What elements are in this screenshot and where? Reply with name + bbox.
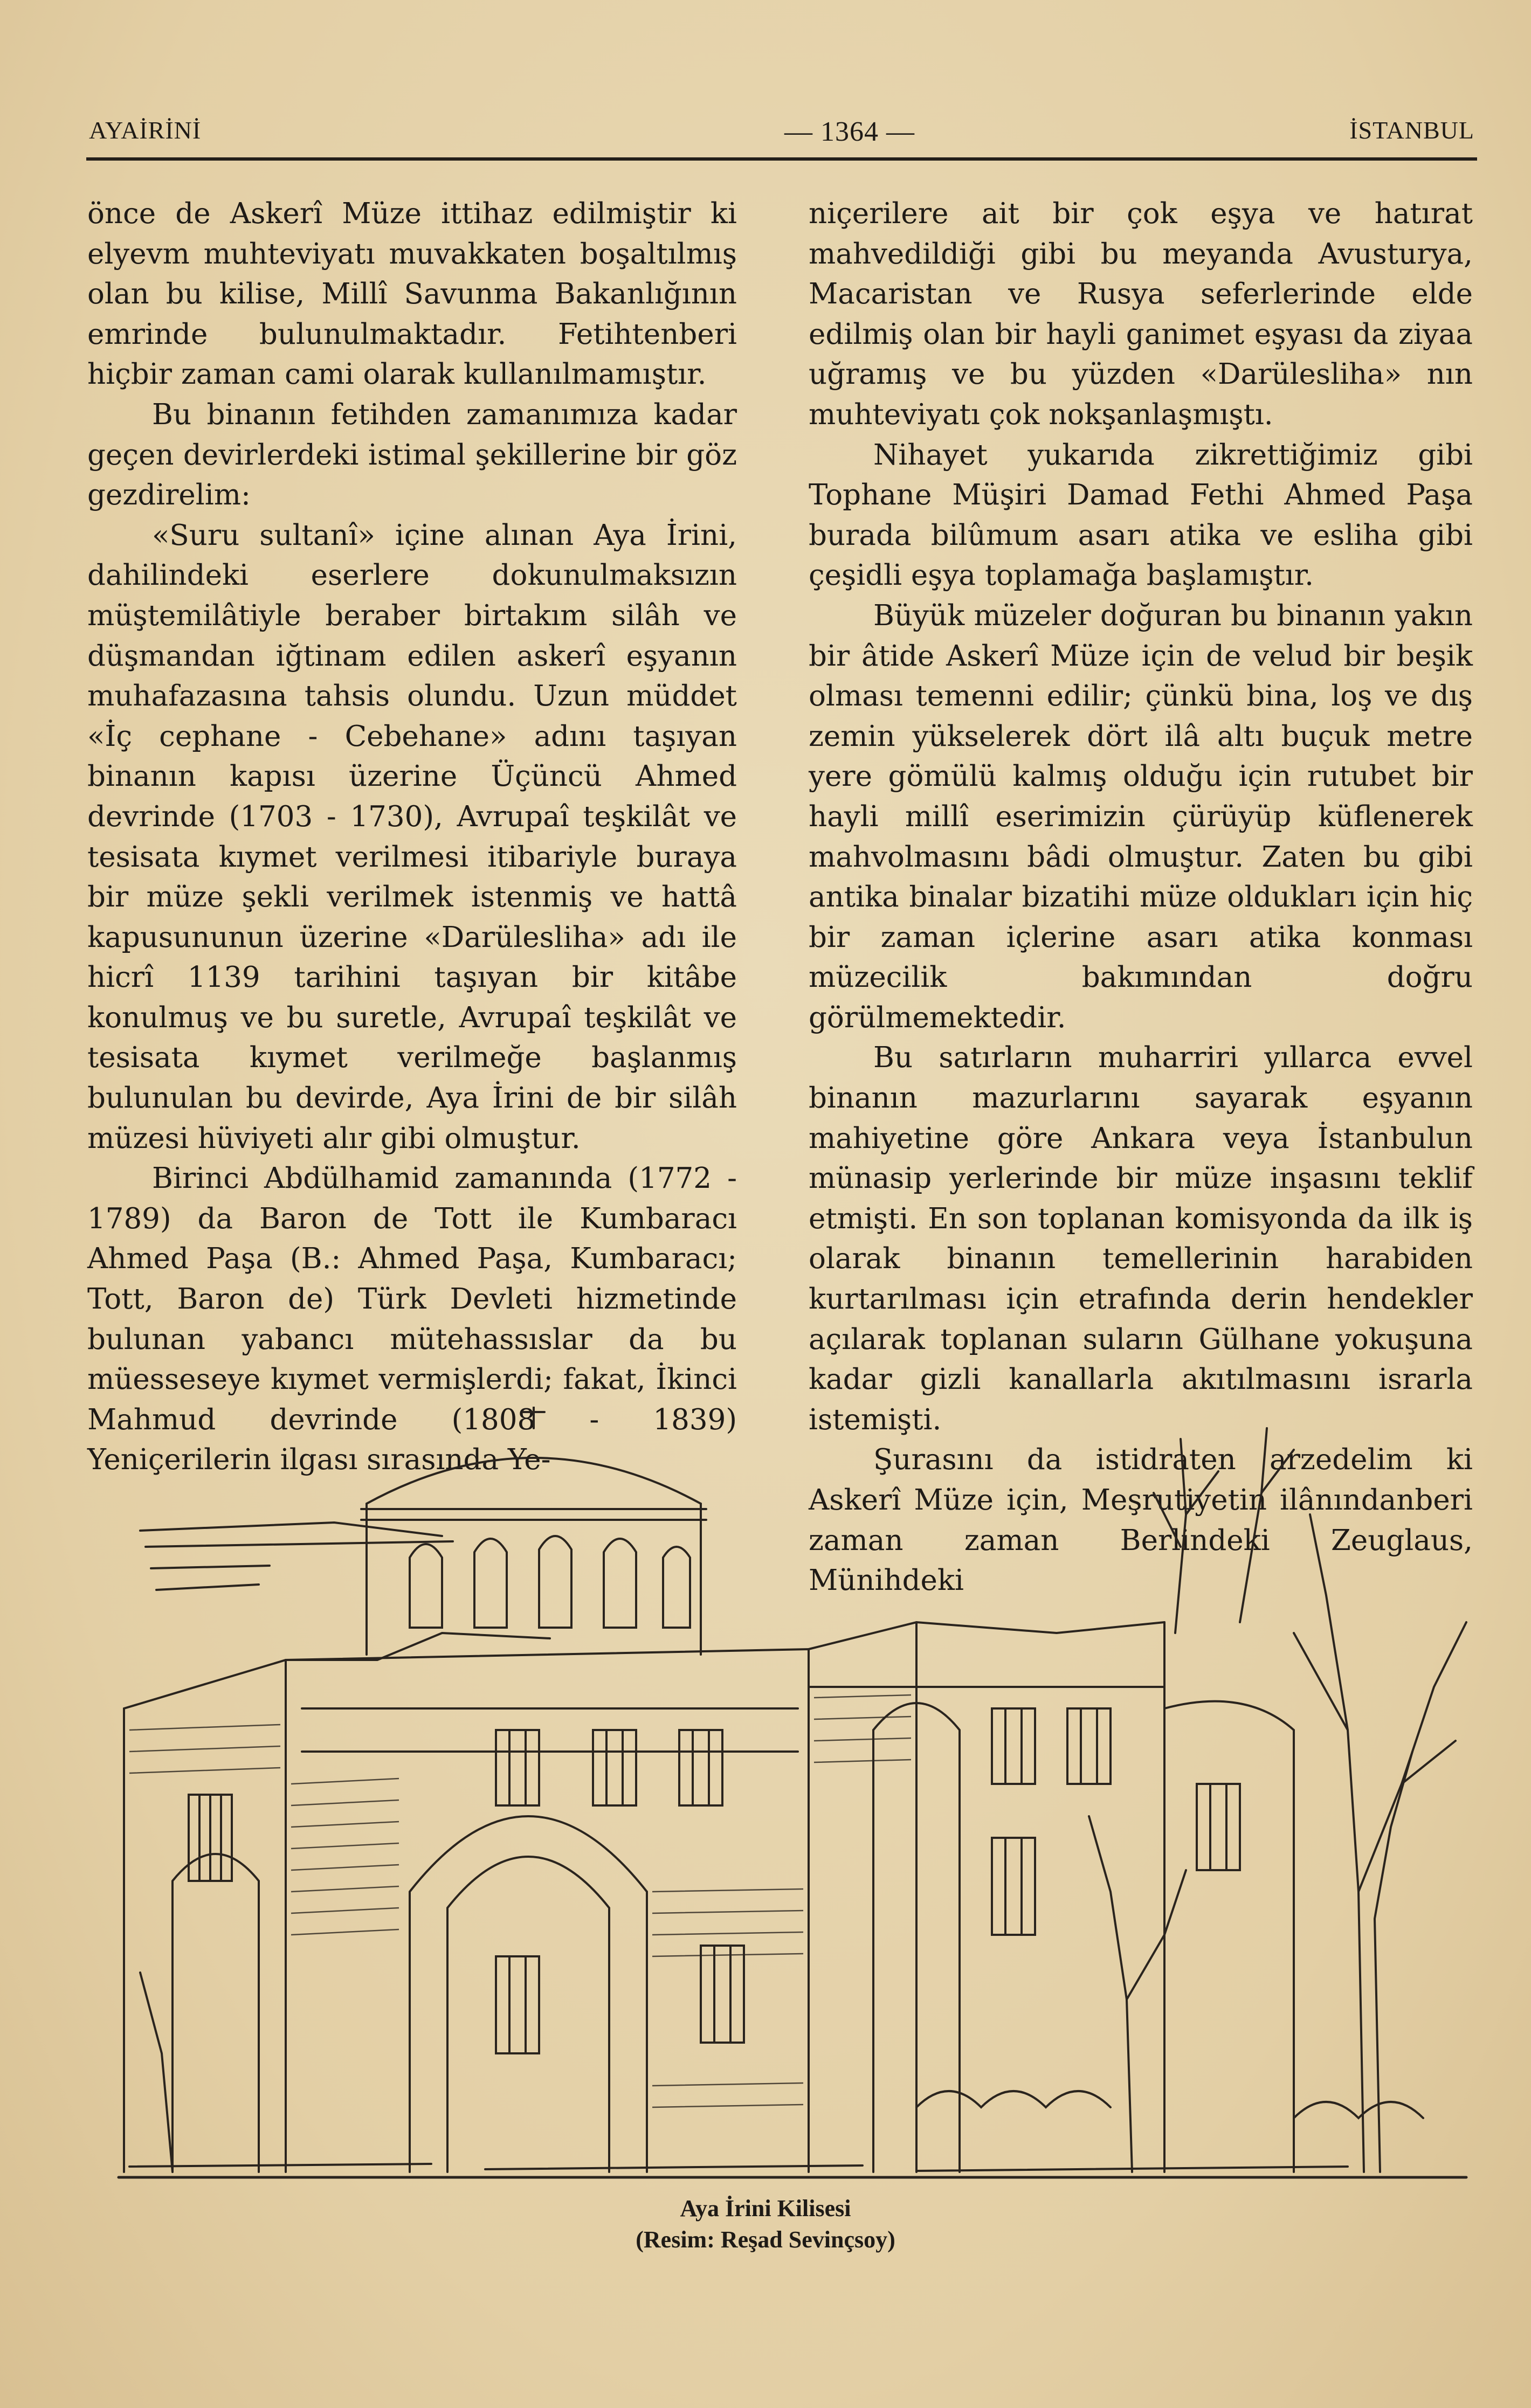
figure-caption-credit: (Resim: Reşad Sevinçsoy) xyxy=(636,2226,895,2253)
left-column xyxy=(87,194,737,1480)
paragraph: Bu binanın fetihden zamanımıza kadar geçen devirlerdeki istimal şekillerine bir göz gezdirelim: xyxy=(87,398,737,512)
header-rule xyxy=(86,157,1477,161)
paragraph: «Suru sultanî» içine alınan Aya İrini, dahilindeki eserlere dokunulmaksızın müştemilâtiyle beraber birtakım silâh ve düşmandan iğtinam edilen askerî eşyanın muhafazasına tahsis olundu. Uzun müddet «İç cephane - Cebehane» adını taşıyan binanın kapısı üzerine Üçüncü Ahmed devrinde (1703 - 1730), Avrupaî teşkilât ve tesisata kıymet verilmesi itibariyle buraya bir müze şekli verilmek istenmiş ve hattâ kapusununun üzerine «Darülesliha» adı ile hicrî 1139 tarihini taşıyan bir kitâbe konulmuş ve bu suretle, Avrupaî teşkilât ve tesisata kıymet verilmeğe başlanmış bulunulan bu devirde, Aya İrini de bir silâh müzesi hüviyeti alır gibi olmuştur. xyxy=(87,518,737,1155)
paragraph: Bu satırların muharriri yıllarca evvel binanın mazurlarını sayarak eşyanın mahiyetine göre Ankara veya İstanbulun münasip yerlerinde bir müze inşasını teklif etmişti. En son toplanan komisyonda da ilk iş olarak binanın temellerinin harabiden kurtarılması için etrafında derin hendekler açılarak toplanan suların Gülhane yokuşuna kadar gizli kanallarla akıtılmasını israrla istemişti. xyxy=(809,1041,1473,1436)
page-number: — 1364 — xyxy=(784,116,915,147)
paragraph: Nihayet yukarıda zikrettiğimiz gibi Tophane Müşiri Damad Fethi Ahmed Paşa burada bilûmum asarı atika ve esliha gibi çeşidli eşya toplamağa başlamıştır. xyxy=(809,438,1473,592)
paragraph: Büyük müzeler doğuran bu binanın yakın bir âtide Askerî Müze için de velud bir beşik olması temenni edilir; çünkü bina, loş ve dış zemin yükselerek dört ilâ altı buçuk metre yere gömülü kalmış olduğu için rutubet bir hayli millî eserimizin çürüyüp küflenerek mahvolmasını bâdi olmuştur. Zaten bu gibi antika binalar bizatihi müze oldukları için hiç bir zaman içlerine asarı atika konması müzecilik bakımından doğru görülmemektedir. xyxy=(809,599,1473,1034)
running-header xyxy=(89,110,1474,148)
paragraph: Şurasını da istidraten arzedelim ki Askerî Müze için, Meşrutiyetin ilânındanberi zaman zaman Berlindeki Zeuglaus, Münihdeki xyxy=(809,1443,1473,1597)
right-column xyxy=(809,194,1473,1601)
paragraph: önce de Askerî Müze ittihaz edilmiştir ki elyevm muhteviyatı muvakkaten boşaltılmış olan bu kilise, Millî Savunma Bakanlığının emrinde bulunulmaktadır. Fetihtenberi hiçbir zaman cami olarak kullanılmamıştır. xyxy=(87,197,737,391)
paragraph: niçerilere ait bir çok eşya ve hatırat mahvedildiği gibi bu meyanda Avusturya, Macaristan ve Rusya seferlerinde elde edilmiş olan bir hayli ganimet eşyası da ziyaa uğramış ve bu yüzden «Darülesliha» nın muhteviyatı çok nokşanlaşmıştı. xyxy=(809,197,1473,431)
header-left: AYAİRİNİ xyxy=(89,116,202,144)
header-right: İSTANBUL xyxy=(1349,116,1474,144)
paragraph: Birinci Abdülhamid zamanında (1772 - 1789) da Baron de Tott ile Kumbaracı Ahmed Paşa (B.: Ahmed Paşa, Kumbaracı; Tott, Baron de) Türk Devleti hizmetinde bulunan yabancı mütehassıslar da bu müesseseye kıymet vermişlerdi; fakat, İkinci Mahmud devrinde (1808 - 1839) Yeniçerilerin ilgası sırasında Ye- xyxy=(87,1162,737,1477)
church-illustration xyxy=(108,1407,1482,2188)
figure-caption-title: Aya İrini Kilisesi xyxy=(680,2195,851,2222)
